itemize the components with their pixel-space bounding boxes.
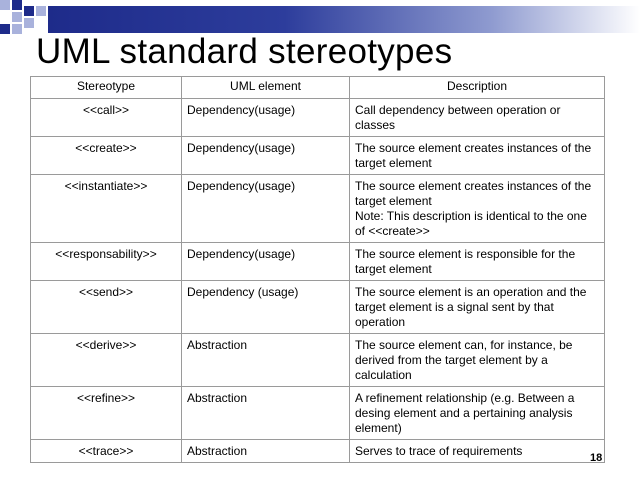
header-uml-element: UML element [182, 77, 350, 99]
description-line: calculation [355, 368, 412, 382]
cell-uml-element: Dependency(usage) [182, 99, 350, 137]
cell-description [350, 281, 605, 334]
cell-stereotype: <<send>> [31, 281, 182, 334]
table-row [31, 137, 605, 175]
description-line: The source element creates instances of the [355, 141, 592, 155]
table-row [31, 334, 605, 387]
description-line: target element [355, 262, 432, 276]
cell-stereotype: <<derive>> [31, 334, 182, 387]
page-number: 18 [590, 452, 603, 464]
table-row [31, 387, 605, 440]
cell-uml-element: Dependency (usage) [182, 281, 350, 334]
stereotypes-table [30, 76, 605, 463]
header-stereotype: Stereotype [31, 77, 182, 99]
table-header-row [31, 77, 605, 99]
header-description: Description [350, 77, 605, 99]
table-row [31, 99, 605, 137]
cell-stereotype: <<trace>> [31, 440, 182, 463]
cell-description [350, 243, 605, 281]
cell-stereotype: <<responsability>> [31, 243, 182, 281]
cell-stereotype: <<call>> [31, 99, 182, 137]
slide-title: UML standard stereotypes [36, 32, 453, 71]
cell-uml-element: Dependency(usage) [182, 175, 350, 243]
description-line: of <<create>> [355, 224, 430, 238]
cell-description [350, 175, 605, 243]
table-row [31, 243, 605, 281]
description-line: target element [355, 156, 432, 170]
deco-square [12, 0, 22, 10]
table-row [31, 281, 605, 334]
description-line: classes [355, 118, 396, 132]
description-line: The source element is an operation and the [355, 285, 587, 299]
cell-description [350, 137, 605, 175]
cell-description [350, 334, 605, 387]
description-line: The source element creates instances of the [355, 179, 592, 193]
description-line: target element [355, 194, 432, 208]
cell-description [350, 440, 605, 463]
deco-square [0, 24, 10, 34]
cell-uml-element: Dependency(usage) [182, 137, 350, 175]
cell-uml-element: Abstraction [182, 334, 350, 387]
cell-uml-element: Dependency(usage) [182, 243, 350, 281]
deco-square [12, 24, 22, 34]
description-line: Serves to trace of requirements [355, 444, 523, 458]
description-line: desing element and a pertaining analysis [355, 406, 573, 420]
table-body [31, 99, 605, 463]
deco-square [0, 0, 10, 10]
deco-square [36, 6, 46, 16]
deco-square [12, 12, 22, 22]
table-row [31, 440, 605, 463]
cell-stereotype: <<instantiate>> [31, 175, 182, 243]
description-line: derived from the target element by a [355, 353, 548, 367]
description-line: The source element can, for instance, be [355, 338, 573, 352]
deco-square [24, 6, 34, 16]
cell-uml-element: Abstraction [182, 387, 350, 440]
cell-stereotype: <<refine>> [31, 387, 182, 440]
cell-description [350, 387, 605, 440]
table-row [31, 175, 605, 243]
cell-uml-element: Abstraction [182, 440, 350, 463]
gradient-stripe [48, 6, 640, 33]
description-line: element) [355, 421, 402, 435]
deco-square [24, 18, 34, 28]
description-line: Note: This description is identical to the one [355, 209, 587, 223]
description-line: operation [355, 315, 406, 329]
description-line: target element is a signal sent by that [355, 300, 554, 314]
cell-description [350, 99, 605, 137]
description-line: A refinement relationship (e.g. Between a [355, 391, 575, 405]
cell-stereotype: <<create>> [31, 137, 182, 175]
description-line: Call dependency between operation or [355, 103, 561, 117]
description-line: The source element is responsible for the [355, 247, 576, 261]
